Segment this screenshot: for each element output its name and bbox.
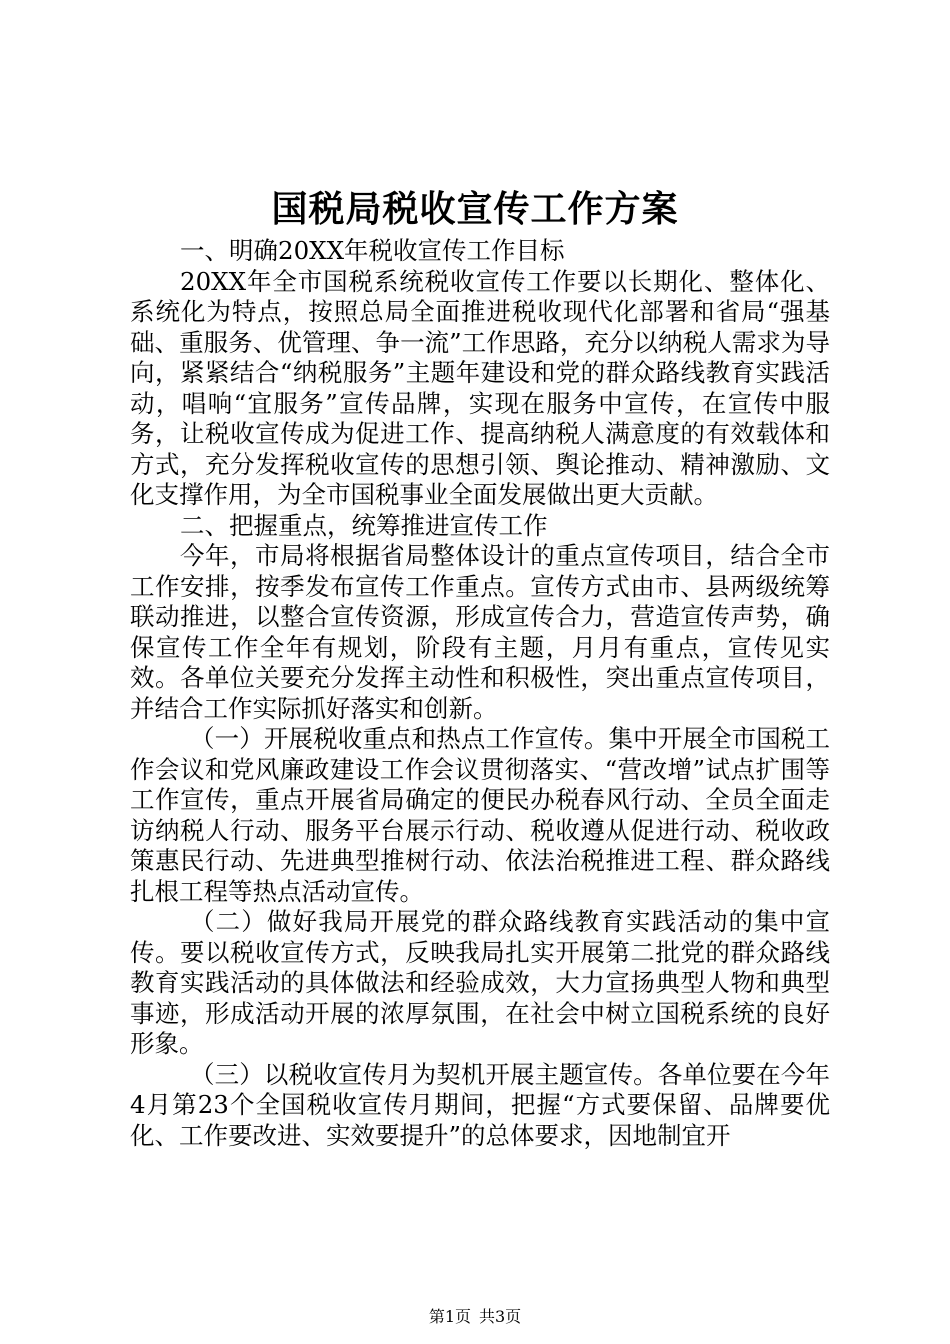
section-heading-1: 一、明确20XX年税收宣传工作目标 — [180, 236, 565, 265]
body-paragraph: 20XX年全市国税系统税收宣传工作要以长期化、整体化、系统化为特点，按照总局全面推进税收现代化部署和省局“强基础、重服务、优管理、争一流”工作思路，充分以纳税人需求为导向，紧紧结合“纳税服务”主题年建设和党的群众路线教育实践活动，唱响“宜服务”宣传品牌，实现在服务中宣传，在宣传中服务，让税收宣传成为促进工作、提高纳税人满意度的有效载体和方式，充分发挥税收宣传的思想引领、舆论推动、精神激励、文化支撑作用，为全市国税事业全面发展做出更大贡献。 — [130, 266, 830, 509]
page-number-total: 共3页 — [479, 1307, 522, 1326]
body-paragraph: 今年，市局将根据省局整体设计的重点宣传项目，结合全市工作安排，按季发布宣传工作重点。宣传方式由市、县两级统筹联动推进，以整合宣传资源，形成宣传合力，营造宣传声势，确保宣传工作全年有规划，阶段有主题，月月有重点，宣传见实效。各单位关要充分发挥主动性和积极性，突出重点宣传项目，并结合工作实际抓好落实和创新。 — [130, 541, 830, 723]
page-footer — [0, 1306, 950, 1328]
list-item-paragraph: （一）开展税收重点和热点工作宣传。集中开展全市国税工作会议和党风廉政建设工作会议贯彻落实、“营改增”试点扩围等工作宣传，重点开展省局确定的便民办税春风行动、全员全面走访纳税人行动、服务平台展示行动、税收遵从促进行动、税收政策惠民行动、先进典型推树行动、依法治税推进工程、群众路线扎根工程等热点活动宣传。 — [130, 724, 830, 906]
section-heading-2: 二、把握重点，统筹推进宣传工作 — [180, 510, 548, 540]
document-body — [130, 236, 830, 1151]
page-number-current: 第1页 — [428, 1307, 471, 1326]
list-item-paragraph: （三）以税收宣传月为契机开展主题宣传。各单位要在今年4月第23个全国税收宣传月期间，把握“方式要保留、品牌要优化、工作要改进、实效要提升”的总体要求，因地制宜开 — [130, 1059, 830, 1150]
document-title: 国税局税收宣传工作方案 — [271, 188, 679, 230]
list-item-paragraph: （二）做好我局开展党的群众路线教育实践活动的集中宣传。要以税收宣传方式，反映我局扎实开展第二批党的群众路线教育实践活动的具体做法和经验成效，大力宣扬典型人物和典型事迹，形成活动开展的浓厚氛围，在社会中树立国税系统的良好形象。 — [130, 907, 830, 1058]
